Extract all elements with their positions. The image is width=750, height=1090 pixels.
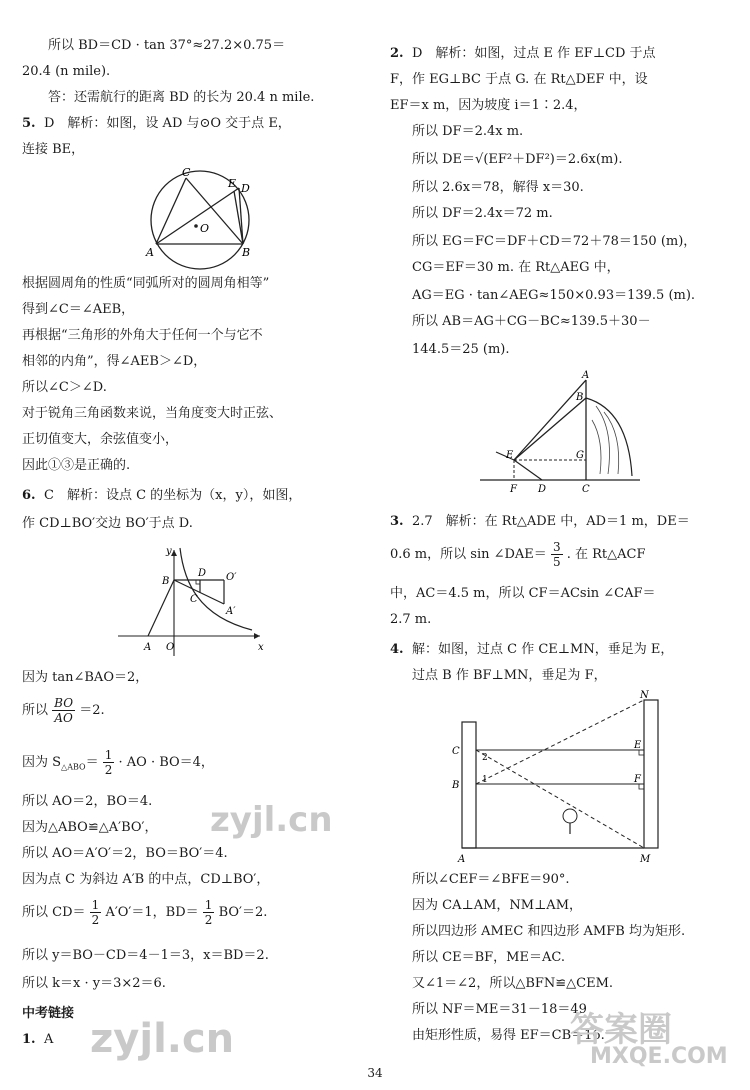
fig-label: O <box>166 642 175 653</box>
text-line: 答：还需航行的距离 BD 的长为 20.4 n mile. <box>48 90 315 105</box>
fraction-denominator: 2 <box>204 913 213 927</box>
watermark: 答案圈 <box>570 1010 672 1050</box>
tree-crown <box>563 809 577 823</box>
fraction <box>551 540 563 569</box>
text-line: 所以 AB＝AG＋CG－BC≈139.5＋30－ <box>412 314 651 329</box>
hyperbola <box>180 548 252 630</box>
text-line: D 解析：如图，过点 E 作 EF⊥CD 于点 <box>412 46 656 61</box>
text-line: 中，AC＝4.5 m，所以 CF＝ACsin ∠CAF＝ <box>390 586 656 601</box>
fig-label: N <box>640 690 649 701</box>
text-line: 作 CD⊥BO′交边 BO′于点 D. <box>22 516 193 531</box>
fig-label: A <box>582 370 590 381</box>
fraction-denominator: 2 <box>91 913 100 927</box>
text-line: 所以∠C＞∠D. <box>22 380 107 395</box>
text-line: 因此①③是正确的. <box>22 458 131 473</box>
fig-label: M <box>640 854 651 864</box>
fraction-numerator: 3 <box>552 540 561 554</box>
text-line: EF＝x m，因为坡度 i＝1∶2.4， <box>390 98 587 113</box>
text-line: 所以 CE＝BF，ME＝AC. <box>412 950 565 965</box>
text-line: AG＝EG · tan∠AEG≈150×0.93＝139.5 (m). <box>412 288 696 303</box>
fraction-denominator: 5 <box>552 555 561 569</box>
fig-label: C <box>582 484 590 495</box>
question-number: 3. <box>390 514 404 529</box>
text-line: 相邻的内角”，得∠AEB＞∠D， <box>22 354 207 369</box>
fig-label: D <box>241 182 250 195</box>
fraction-numerator: 1 <box>104 748 113 762</box>
watermark: zyjl.cn <box>90 1016 235 1062</box>
fig-label: A <box>146 246 154 259</box>
coordinate-figure <box>118 542 268 662</box>
fig-label: C <box>190 594 198 605</box>
watermark: MXQE.COM <box>590 1044 728 1069</box>
text-span: 所以 CD＝ <box>22 905 86 920</box>
fraction-numerator: 1 <box>204 898 213 912</box>
watermark: zyjl.cn <box>210 800 333 840</box>
fig-label: E <box>634 740 642 751</box>
section-heading: 中考链接 <box>22 1006 75 1021</box>
text-line: 20.4 (n mile). <box>22 64 111 79</box>
fig-label: F <box>510 484 517 495</box>
segment-ba1 <box>174 580 224 604</box>
text-line: 再根据“三角形的外角大于任何一个与它不 <box>22 328 263 343</box>
fig-label: A <box>144 642 152 653</box>
question-number: 4. <box>390 642 404 657</box>
text-line: 所以 NF＝ME＝31－18＝49 <box>412 1002 587 1017</box>
fig-label: y <box>166 546 172 557</box>
fraction-line <box>22 694 105 728</box>
text-span: · AO · BO＝4， <box>118 755 214 770</box>
fraction-numerator: 1 <box>91 898 100 912</box>
fig-label: B <box>576 392 584 403</box>
text-line: F，作 EG⊥BC 于点 G. 在 Rt△DEF 中，设 <box>390 72 648 87</box>
fraction <box>103 748 115 777</box>
text-line: 所以四边形 AMEC 和四边形 AMFB 均为矩形. <box>412 924 686 939</box>
segment-ab <box>148 580 174 636</box>
text-line: 因为 tan∠BAO＝2， <box>22 670 149 685</box>
text-line: 所以 2.6x＝78，解得 x＝30. <box>412 180 584 195</box>
fraction <box>90 898 102 927</box>
fig-label: A <box>458 854 466 864</box>
fig-label: E <box>228 177 237 190</box>
dashed-bn <box>476 700 644 784</box>
question-number: 1. <box>22 1032 36 1047</box>
fraction-line <box>22 896 267 930</box>
fig-label: O <box>200 222 210 235</box>
text-line: 因为 CA⊥AM，NM⊥AM， <box>412 898 583 913</box>
text-span: ＝ <box>85 755 99 770</box>
text-line: 2.7 m. <box>390 612 432 627</box>
text-line: 所以 k＝x · y＝3×2＝6. <box>22 976 166 991</box>
fig-label: B <box>162 576 170 587</box>
text-span: BO′＝2. <box>218 905 268 920</box>
page-number: 34 <box>367 1066 383 1080</box>
text-line: A <box>44 1032 54 1047</box>
subscript: △ABO <box>61 762 86 772</box>
fraction-line <box>390 538 645 572</box>
buildings-figure <box>440 688 670 864</box>
building-ca <box>462 722 476 848</box>
text-line: 因为△ABO≌△A′BO′， <box>22 820 158 835</box>
question-number: 2. <box>390 46 404 61</box>
text-line: 所以∠CEF＝∠BFE＝90°. <box>412 872 570 887</box>
fig-label: O′ <box>226 572 237 583</box>
text-line: CG＝EF＝30 m. 在 Rt△AEG 中， <box>412 260 620 275</box>
fig-label: D <box>198 568 207 579</box>
fig-label: 1 <box>482 775 488 785</box>
fraction <box>52 696 75 725</box>
fig-label: 2 <box>482 753 488 763</box>
text-line: 所以 DF＝2.4x m. <box>412 124 524 139</box>
text-span: ＝2. <box>79 703 105 718</box>
text-span: A′O′＝1，BD＝ <box>105 905 199 920</box>
fig-label: D <box>538 484 547 495</box>
text-line: 2.7 解析：在 Rt△ADE 中，AD＝1 m，DE＝ <box>412 514 690 529</box>
fraction <box>203 898 215 927</box>
x-arrow <box>254 633 260 639</box>
slope-building-figure <box>478 370 648 502</box>
building-nm <box>644 700 658 848</box>
text-span: 0.6 m，所以 sin ∠DAE＝ <box>390 547 547 562</box>
fraction-denominator: AO <box>54 711 73 725</box>
text-span: 所以 <box>22 703 49 718</box>
text-line: 所以 DF＝2.4x＝72 m. <box>412 206 553 221</box>
fig-label: B <box>452 780 460 791</box>
text-line: 所以 DE＝√(EF²＋DF²)＝2.6x(m). <box>412 152 623 167</box>
dashed-cm <box>476 750 644 848</box>
tree-texture <box>592 406 619 474</box>
text-line: D 解析：如图，设 AD 与⊙O 交于点 E， <box>44 116 291 131</box>
text-span: . 在 Rt△ACF <box>566 547 646 562</box>
text-line: 所以 EG＝FC＝DF＋CD＝72＋78＝150 (m)， <box>412 234 697 249</box>
question-number: 5. <box>22 116 36 131</box>
text-line: 所以 AO＝2，BO＝4. <box>22 794 153 809</box>
fig-label: C <box>182 166 191 179</box>
text-line: 对于锐角三角函数来说，当角度变大时正弦、 <box>22 406 283 421</box>
fraction-denominator: 2 <box>104 763 113 777</box>
fig-label: E <box>506 450 514 461</box>
text-line: 过点 B 作 BF⊥MN，垂足为 F， <box>412 668 607 683</box>
fig-label: x <box>258 642 264 653</box>
center-point <box>194 224 198 228</box>
fig-label: B <box>242 246 251 259</box>
fig-label: G <box>576 450 584 461</box>
text-line: 由矩形性质，易得 EF＝CB＝16. <box>412 1028 605 1043</box>
text-line: 根据圆周角的性质“同弧所对的圆周角相等” <box>22 276 270 291</box>
text-line: 解：如图，过点 C 作 CE⊥MN，垂足为 E， <box>412 642 674 657</box>
text-line: 所以 AO＝A′O′＝2，BO＝BO′＝4. <box>22 846 228 861</box>
question-number: 6. <box>22 488 36 503</box>
fraction-line <box>22 746 214 785</box>
text-line: 又∠1＝∠2，所以△BFN≌△CEM. <box>412 976 614 991</box>
text-line: 连接 BE， <box>22 142 85 157</box>
fig-label: A′ <box>226 606 236 617</box>
fraction-numerator: BO <box>54 696 74 710</box>
slope-ed <box>514 460 542 480</box>
text-line: 因为点 C 为斜边 A′B 的中点，CD⊥BO′， <box>22 872 270 887</box>
text-line: 得到∠C＝∠AEB， <box>22 302 135 317</box>
text-line: 144.5＝25 (m). <box>412 342 510 357</box>
text-line: 所以 BD＝CD · tan 37°≈27.2×0.75＝ <box>48 38 286 53</box>
text-line: C 解析：设点 C 的坐标为（x，y），如图， <box>44 488 302 503</box>
text-line: 正切值变大，余弦值变小， <box>22 432 179 447</box>
fig-label: C <box>452 746 460 757</box>
text-line: 所以 y＝BO－CD＝4－1＝3，x＝BD＝2. <box>22 948 269 963</box>
y-arrow <box>171 550 177 556</box>
text-span: 因为 S <box>22 755 62 770</box>
circle-figure <box>142 166 262 288</box>
fig-label: F <box>634 774 641 785</box>
